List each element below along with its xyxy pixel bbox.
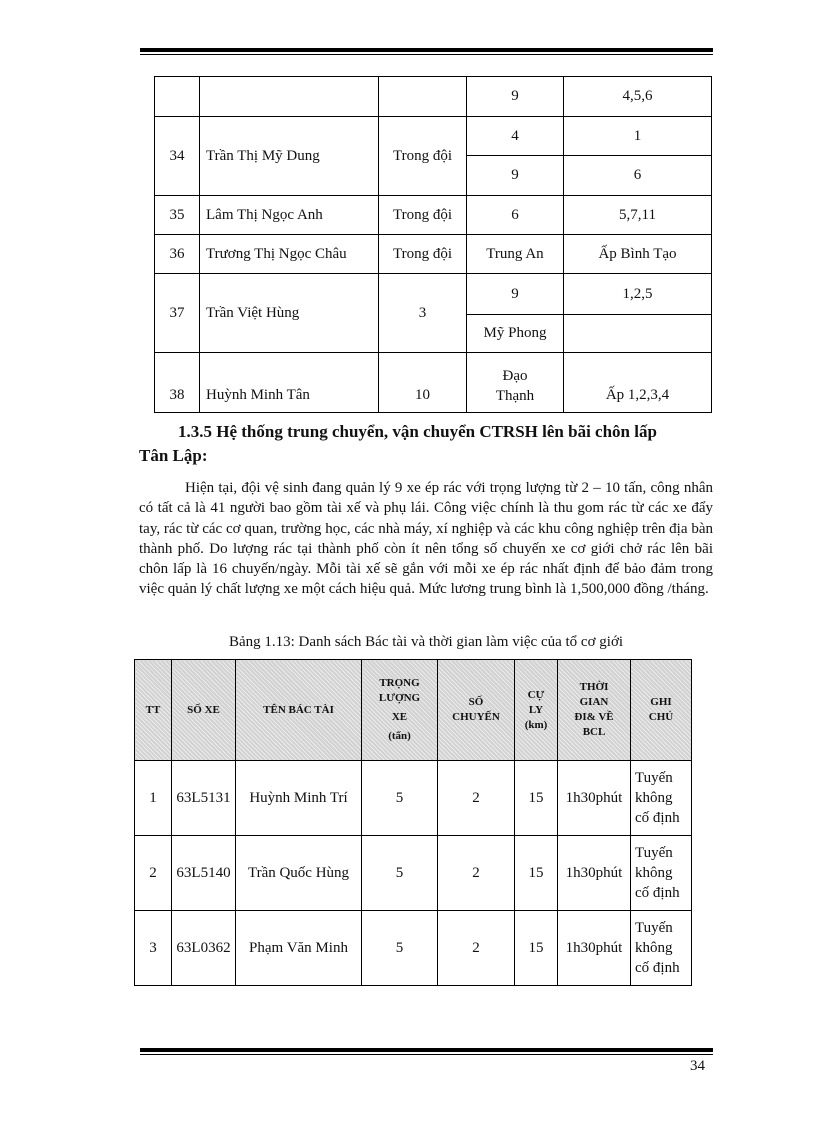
- ghi-chu-cell: [631, 836, 692, 911]
- tt-cell: 3: [135, 911, 172, 986]
- trong-luong-cell: 5: [362, 761, 438, 836]
- note-line: cố định: [635, 810, 680, 826]
- tt-cell: 36: [155, 235, 200, 274]
- cu-ly-cell: 15: [515, 911, 558, 986]
- header-so-xe: SỐ XE: [172, 660, 236, 761]
- table-caption: Bảng 1.13: Danh sách Bác tài và thời gian làm việc của tổ cơ giới: [228, 634, 624, 650]
- route-cell: 9: [467, 274, 564, 315]
- ten-cell: Phạm Văn Minh: [236, 911, 362, 986]
- tt-cell: 37: [155, 274, 200, 353]
- so-xe-cell: 63L5140: [172, 836, 236, 911]
- unit-cell: 10: [379, 353, 467, 413]
- header-line: CHUYẾN: [452, 711, 500, 723]
- table-row: [155, 235, 712, 274]
- so-chuyen-cell: 2: [438, 761, 515, 836]
- note-line: Tuyến: [635, 845, 673, 861]
- header-line: SỐ: [468, 696, 484, 708]
- trong-luong-cell: 5: [362, 911, 438, 986]
- area-cell: 5,7,11: [564, 196, 712, 235]
- cu-ly-cell: 15: [515, 836, 558, 911]
- name-cell: Huỳnh Minh Tân: [200, 353, 379, 413]
- area-cell: Ấp Bình Tạo: [564, 235, 712, 274]
- area-cell: 6: [564, 156, 712, 196]
- ten-cell: Huỳnh Minh Trí: [236, 761, 362, 836]
- route-line: Thạnh: [495, 388, 535, 404]
- header-so-chuyen: [438, 660, 515, 761]
- note-line: không: [635, 865, 673, 881]
- ghi-chu-cell: [631, 761, 692, 836]
- tt-cell: 35: [155, 196, 200, 235]
- note-line: Tuyến: [635, 920, 673, 936]
- header-thoi-gian: [558, 660, 631, 761]
- name-cell: Trần Thị Mỹ Dung: [200, 117, 379, 196]
- footer-rule-thin: [140, 1054, 713, 1055]
- so-xe-cell: 63L0362: [172, 911, 236, 986]
- area-cell: 4,5,6: [564, 77, 712, 117]
- table-row: [155, 274, 712, 315]
- ten-cell: Trần Quốc Hùng: [236, 836, 362, 911]
- header-trong-luong: [362, 660, 438, 761]
- area-cell: Ấp 1,2,3,4: [564, 353, 712, 413]
- unit-cell: Trong đội: [379, 117, 467, 196]
- thoi-gian-cell: 1h30phút: [558, 836, 631, 911]
- tt-cell: 34: [155, 117, 200, 196]
- route-cell: Trung An: [467, 235, 564, 274]
- route-cell: 9: [467, 156, 564, 196]
- header-line: XE: [391, 711, 408, 723]
- thoi-gian-cell: 1h30phút: [558, 761, 631, 836]
- table-row: [155, 196, 712, 235]
- table-row: [155, 77, 712, 117]
- tt-cell: 1: [135, 761, 172, 836]
- route-cell: 9: [467, 77, 564, 117]
- route-cell: 4: [467, 117, 564, 156]
- header-line: ĐI& VỀ: [574, 711, 614, 723]
- header-cu-ly: [515, 660, 558, 761]
- so-xe-cell: 63L5131: [172, 761, 236, 836]
- route-line: Đạo: [502, 368, 528, 384]
- unit-cell: Trong đội: [379, 196, 467, 235]
- header-line: CHÚ: [648, 711, 674, 723]
- header-line: THỜI: [579, 681, 609, 693]
- table-row: [155, 117, 712, 156]
- table-row: [135, 761, 692, 836]
- note-line: không: [635, 790, 673, 806]
- name-cell: [200, 77, 379, 117]
- section-heading-cont: Tân Lập:: [139, 446, 208, 465]
- body-paragraph: Hiện tại, đội vệ sinh đang quản lý 9 xe ép rác với trọng lượng từ 2 – 10 tấn, công nhân có tất cả là 41 người bao gồm tài xế và phụ lái. Công việc chính là thu gom rác từ các xe đẩy tay, rác từ các cơ quan, trường học, các nhà máy, xí nghiệp và các khu công nghiệp trên địa bàn thành phố. Do lượng rác tại thành phố còn ít nên tổng số chuyến xe cơ giới chở rác lên bãi chôn lấp là 16 chuyến/ngày. Mỗi tài xế sẽ gắn với mỗi xe ép rác nhất định để bảo đảm trong việc quản lý chất lượng xe một cách hiệu quả. Mức lương trung bình là 1,500,000 đồng /tháng.: [139, 480, 713, 598]
- table-row: [155, 353, 712, 413]
- header-rule-thick: [140, 48, 713, 52]
- footer-rule-thick: [140, 1048, 713, 1052]
- so-chuyen-cell: 2: [438, 836, 515, 911]
- area-cell: 1,2,5: [564, 274, 712, 315]
- area-cell: 1: [564, 117, 712, 156]
- header-line: GIAN: [579, 696, 609, 708]
- worker-table-continued: [154, 76, 712, 413]
- unit-cell: Trong đội: [379, 235, 467, 274]
- area-cell: [564, 315, 712, 353]
- driver-table: [134, 659, 692, 986]
- route-cell: [467, 353, 564, 413]
- header-line: (tấn): [388, 730, 411, 742]
- table-header-row: [135, 660, 692, 761]
- unit-cell: [379, 77, 467, 117]
- table-row: [135, 836, 692, 911]
- header-rule-thin: [140, 54, 713, 55]
- unit-cell: 3: [379, 274, 467, 353]
- ghi-chu-cell: [631, 911, 692, 986]
- header-line: BCL: [582, 726, 606, 738]
- header-tt: TT: [135, 660, 172, 761]
- tt-cell: [155, 77, 200, 117]
- header-line: CỰ: [527, 688, 545, 701]
- route-cell: 6: [467, 196, 564, 235]
- note-line: cố định: [635, 960, 680, 976]
- thoi-gian-cell: 1h30phút: [558, 911, 631, 986]
- table-row: [135, 911, 692, 986]
- trong-luong-cell: 5: [362, 836, 438, 911]
- name-cell: Trương Thị Ngọc Châu: [200, 235, 379, 274]
- header-line: LY: [528, 703, 544, 716]
- page-number: 34: [690, 1058, 705, 1074]
- note-line: không: [635, 940, 673, 956]
- cu-ly-cell: 15: [515, 761, 558, 836]
- route-cell: Mỹ Phong: [467, 315, 564, 353]
- tt-cell: 2: [135, 836, 172, 911]
- name-cell: Trần Việt Hùng: [200, 274, 379, 353]
- header-line: (km): [524, 718, 548, 731]
- header-line: GHI: [650, 696, 672, 708]
- header-ten-bac-tai: TÊN BÁC TÀI: [236, 660, 362, 761]
- section-heading: 1.3.5 Hệ thống trung chuyển, vận chuyển CTRSH lên bãi chôn lấp: [178, 422, 657, 441]
- note-line: cố định: [635, 885, 680, 901]
- name-cell: Lâm Thị Ngọc Anh: [200, 196, 379, 235]
- note-line: Tuyến: [635, 770, 673, 786]
- header-line: TRỌNG: [379, 677, 420, 689]
- tt-cell: 38: [155, 353, 200, 413]
- header-ghi-chu: [631, 660, 692, 761]
- so-chuyen-cell: 2: [438, 911, 515, 986]
- header-line: LƯỢNG: [378, 692, 421, 704]
